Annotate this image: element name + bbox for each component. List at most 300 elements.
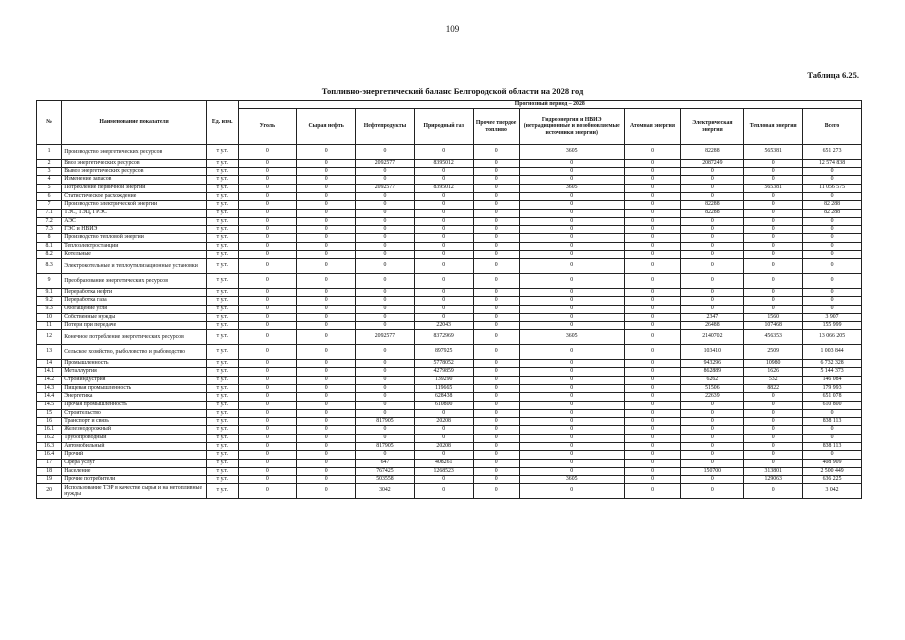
row-value: 0 bbox=[624, 288, 681, 296]
row-value: 0 bbox=[356, 274, 415, 289]
row-value: 0 bbox=[238, 401, 297, 409]
row-value: 0 bbox=[681, 259, 744, 274]
row-name: Трубопроводный bbox=[62, 434, 207, 442]
row-value: 0 bbox=[624, 368, 681, 376]
row-value: 0 bbox=[473, 459, 519, 467]
row-value: 0 bbox=[473, 418, 519, 426]
row-value: 817905 bbox=[356, 418, 415, 426]
row-value: 0 bbox=[519, 234, 624, 242]
row-value: 0 bbox=[473, 168, 519, 176]
row-unit: т у.т. bbox=[207, 368, 238, 376]
row-value: 20208 bbox=[414, 443, 473, 451]
row-value: 0 bbox=[356, 168, 415, 176]
row-value: 0 bbox=[624, 176, 681, 184]
table-row bbox=[37, 209, 862, 217]
row-value: 0 bbox=[519, 443, 624, 451]
row-name: Обогащение угля bbox=[62, 305, 207, 313]
row-value: 155 999 bbox=[803, 322, 862, 330]
row-value: 0 bbox=[681, 184, 744, 192]
row-value: 0 bbox=[473, 209, 519, 217]
row-value: 0 bbox=[238, 305, 297, 313]
row-value: 0 bbox=[414, 209, 473, 217]
row-value: 0 bbox=[519, 192, 624, 200]
row-number: 14.5 bbox=[37, 401, 62, 409]
row-value: 139290 bbox=[414, 376, 473, 384]
row-value: 0 bbox=[297, 297, 356, 305]
row-name: Потери при передаче bbox=[62, 322, 207, 330]
row-value: 13 066 205 bbox=[803, 330, 862, 345]
row-value: 0 bbox=[297, 330, 356, 345]
row-value: 1560 bbox=[744, 313, 803, 321]
row-value: 0 bbox=[624, 393, 681, 401]
row-value: 0 bbox=[297, 434, 356, 442]
row-value: 0 bbox=[473, 145, 519, 160]
row-value: 0 bbox=[356, 242, 415, 250]
row-number: 3 bbox=[37, 168, 62, 176]
row-number: 8.3 bbox=[37, 259, 62, 274]
row-unit: т у.т. bbox=[207, 418, 238, 426]
table-row bbox=[37, 305, 862, 313]
row-value: 0 bbox=[238, 297, 297, 305]
row-value: 0 bbox=[297, 234, 356, 242]
row-value: 0 bbox=[473, 305, 519, 313]
row-value: 0 bbox=[356, 451, 415, 459]
row-value: 0 bbox=[681, 401, 744, 409]
row-unit: т у.т. bbox=[207, 184, 238, 192]
row-value: 0 bbox=[681, 409, 744, 417]
table-row bbox=[37, 376, 862, 384]
row-unit: т у.т. bbox=[207, 192, 238, 200]
row-value: 0 bbox=[744, 209, 803, 217]
row-name: Использование ТЭР в качестве сырья и на нетопливные нужды bbox=[62, 484, 207, 499]
row-value: 0 bbox=[297, 313, 356, 321]
table-row bbox=[37, 467, 862, 475]
row-value: 0 bbox=[297, 476, 356, 484]
row-value: 0 bbox=[473, 274, 519, 289]
table-row bbox=[37, 476, 862, 484]
row-value: 0 bbox=[624, 159, 681, 167]
row-value: 0 bbox=[519, 426, 624, 434]
row-unit: т у.т. bbox=[207, 443, 238, 451]
row-value: 0 bbox=[297, 226, 356, 234]
table-row bbox=[37, 145, 862, 160]
row-unit: т у.т. bbox=[207, 409, 238, 417]
header-petroleum-products: Нефтепродукты bbox=[356, 109, 415, 145]
row-value: 0 bbox=[238, 288, 297, 296]
row-value: 0 bbox=[681, 451, 744, 459]
row-name: Сельское хозяйство, рыболовство и рыбоводство bbox=[62, 345, 207, 360]
row-value: 0 bbox=[473, 443, 519, 451]
table-row bbox=[37, 176, 862, 184]
row-number: 15 bbox=[37, 409, 62, 417]
row-value: 2092577 bbox=[356, 184, 415, 192]
row-value: 0 bbox=[624, 384, 681, 392]
row-number: 8.1 bbox=[37, 242, 62, 250]
row-value: 2092577 bbox=[356, 159, 415, 167]
row-value: 0 bbox=[238, 426, 297, 434]
row-unit: т у.т. bbox=[207, 384, 238, 392]
row-value: 0 bbox=[803, 274, 862, 289]
table-row bbox=[37, 360, 862, 368]
row-value: 0 bbox=[803, 226, 862, 234]
row-value: 0 bbox=[473, 345, 519, 360]
row-number: 14.3 bbox=[37, 384, 62, 392]
row-value: 8822 bbox=[744, 384, 803, 392]
row-value: 0 bbox=[414, 434, 473, 442]
row-unit: т у.т. bbox=[207, 201, 238, 209]
row-value: 0 bbox=[519, 226, 624, 234]
row-value: 0 bbox=[473, 322, 519, 330]
row-number: 14.2 bbox=[37, 376, 62, 384]
row-value: 0 bbox=[238, 409, 297, 417]
table-row bbox=[37, 288, 862, 296]
row-unit: т у.т. bbox=[207, 330, 238, 345]
row-value: 0 bbox=[624, 484, 681, 499]
row-value: 0 bbox=[681, 426, 744, 434]
row-value: 0 bbox=[803, 305, 862, 313]
row-value: 0 bbox=[519, 242, 624, 250]
row-name: Строительство bbox=[62, 409, 207, 417]
row-value: 0 bbox=[519, 209, 624, 217]
row-number: 5 bbox=[37, 184, 62, 192]
row-value: 0 bbox=[356, 305, 415, 313]
row-value: 0 bbox=[681, 288, 744, 296]
row-number: 1 bbox=[37, 145, 62, 160]
row-value: 0 bbox=[238, 201, 297, 209]
row-value: 0 bbox=[356, 192, 415, 200]
row-value: 0 bbox=[681, 459, 744, 467]
row-value: 0 bbox=[473, 368, 519, 376]
row-value: 0 bbox=[519, 484, 624, 499]
row-value: 0 bbox=[519, 345, 624, 360]
row-value: 0 bbox=[519, 176, 624, 184]
row-number: 9.3 bbox=[37, 305, 62, 313]
table-row bbox=[37, 484, 862, 499]
row-value: 0 bbox=[803, 217, 862, 225]
row-value: 0 bbox=[681, 305, 744, 313]
row-value: 2347 bbox=[681, 313, 744, 321]
row-value: 2092577 bbox=[356, 330, 415, 345]
row-value: 11 056 575 bbox=[803, 184, 862, 192]
table-row bbox=[37, 217, 862, 225]
row-name: Переработка газа bbox=[62, 297, 207, 305]
row-value: 0 bbox=[744, 159, 803, 167]
row-value: 0 bbox=[356, 288, 415, 296]
row-value: 0 bbox=[624, 226, 681, 234]
row-name: Автомобильный bbox=[62, 443, 207, 451]
row-value: 0 bbox=[744, 274, 803, 289]
row-name: Производство энергетических ресурсов bbox=[62, 145, 207, 160]
header-nuclear: Атомная энергия bbox=[624, 109, 681, 145]
page-number: 109 bbox=[445, 24, 460, 34]
row-value: 0 bbox=[356, 409, 415, 417]
row-value: 0 bbox=[356, 217, 415, 225]
row-value: 0 bbox=[473, 192, 519, 200]
row-number: 16.1 bbox=[37, 426, 62, 434]
row-number: 7.1 bbox=[37, 209, 62, 217]
row-value: 0 bbox=[519, 168, 624, 176]
row-value: 767425 bbox=[356, 467, 415, 475]
row-value: 0 bbox=[473, 176, 519, 184]
row-value: 0 bbox=[238, 384, 297, 392]
row-value: 0 bbox=[519, 434, 624, 442]
table-row bbox=[37, 226, 862, 234]
row-value: 82 288 bbox=[803, 209, 862, 217]
row-name: Потребление первичной энергии bbox=[62, 184, 207, 192]
row-value: 0 bbox=[238, 434, 297, 442]
row-value: 0 bbox=[681, 251, 744, 259]
row-number: 11 bbox=[37, 322, 62, 330]
row-name: ТЭС, ТЭЦ, ГРЭС bbox=[62, 209, 207, 217]
row-value: 0 bbox=[297, 168, 356, 176]
row-value: 0 bbox=[356, 201, 415, 209]
row-value: 817905 bbox=[356, 443, 415, 451]
row-number: 10 bbox=[37, 313, 62, 321]
row-value: 0 bbox=[519, 368, 624, 376]
row-value: 565381 bbox=[744, 184, 803, 192]
row-value: 0 bbox=[624, 330, 681, 345]
row-value: 12 574 838 bbox=[803, 159, 862, 167]
row-value: 0 bbox=[624, 459, 681, 467]
row-value: 3042 bbox=[356, 484, 415, 499]
row-name: Прочие потребители bbox=[62, 476, 207, 484]
row-value: 0 bbox=[473, 251, 519, 259]
row-value: 0 bbox=[297, 145, 356, 160]
row-value: 0 bbox=[681, 484, 744, 499]
row-value: 0 bbox=[519, 409, 624, 417]
row-value: 4279859 bbox=[414, 368, 473, 376]
table-label: Таблица 6.25. bbox=[807, 70, 859, 80]
row-value: 0 bbox=[414, 176, 473, 184]
row-value: 5778052 bbox=[414, 360, 473, 368]
row-value: 0 bbox=[624, 259, 681, 274]
row-value: 0 bbox=[624, 251, 681, 259]
row-value: 0 bbox=[356, 297, 415, 305]
row-value: 2140702 bbox=[681, 330, 744, 345]
row-value: 0 bbox=[473, 401, 519, 409]
row-value: 0 bbox=[803, 176, 862, 184]
row-value: 0 bbox=[414, 168, 473, 176]
row-value: 0 bbox=[624, 242, 681, 250]
row-value: 0 bbox=[681, 234, 744, 242]
row-number: 13 bbox=[37, 345, 62, 360]
row-value: 0 bbox=[297, 217, 356, 225]
row-value: 0 bbox=[297, 201, 356, 209]
row-value: 179 993 bbox=[803, 384, 862, 392]
row-unit: т у.т. bbox=[207, 217, 238, 225]
row-value: 0 bbox=[681, 192, 744, 200]
row-value: 2 500 449 bbox=[803, 467, 862, 475]
row-number: 16.3 bbox=[37, 443, 62, 451]
row-number: 17 bbox=[37, 459, 62, 467]
row-value: 0 bbox=[356, 360, 415, 368]
row-value: 0 bbox=[744, 176, 803, 184]
row-value: 0 bbox=[297, 251, 356, 259]
row-name: Пищевая промышленность bbox=[62, 384, 207, 392]
row-value: 8395012 bbox=[414, 159, 473, 167]
row-value: 0 bbox=[803, 168, 862, 176]
row-name: Котельные bbox=[62, 251, 207, 259]
row-value: 0 bbox=[414, 201, 473, 209]
row-value: 0 bbox=[473, 159, 519, 167]
row-value: 10980 bbox=[744, 360, 803, 368]
row-value: 0 bbox=[356, 209, 415, 217]
row-value: 0 bbox=[356, 384, 415, 392]
row-value: 0 bbox=[803, 409, 862, 417]
table-row bbox=[37, 184, 862, 192]
row-name: Ввоз энергетических ресурсов bbox=[62, 159, 207, 167]
row-value: 0 bbox=[803, 242, 862, 250]
row-value: 0 bbox=[414, 484, 473, 499]
table-row bbox=[37, 434, 862, 442]
table-row bbox=[37, 401, 862, 409]
row-value: 456353 bbox=[744, 330, 803, 345]
row-value: 0 bbox=[624, 145, 681, 160]
row-value: 6262 bbox=[681, 376, 744, 384]
row-unit: т у.т. bbox=[207, 259, 238, 274]
row-value: 0 bbox=[297, 159, 356, 167]
row-value: 0 bbox=[356, 251, 415, 259]
row-number: 14.1 bbox=[37, 368, 62, 376]
row-value: 0 bbox=[624, 209, 681, 217]
row-value: 0 bbox=[624, 201, 681, 209]
row-number: 4 bbox=[37, 176, 62, 184]
row-number: 16 bbox=[37, 418, 62, 426]
table-row bbox=[37, 418, 862, 426]
row-value: 0 bbox=[744, 426, 803, 434]
row-value: 2509 bbox=[744, 345, 803, 360]
row-unit: т у.т. bbox=[207, 242, 238, 250]
row-value: 0 bbox=[238, 313, 297, 321]
row-value: 0 bbox=[238, 176, 297, 184]
row-value: 0 bbox=[681, 476, 744, 484]
row-value: 0 bbox=[624, 313, 681, 321]
row-value: 0 bbox=[238, 209, 297, 217]
row-value: 0 bbox=[744, 418, 803, 426]
table-row bbox=[37, 168, 862, 176]
row-value: 0 bbox=[414, 305, 473, 313]
row-value: 0 bbox=[681, 434, 744, 442]
row-value: 0 bbox=[238, 484, 297, 499]
row-name: Энергетика bbox=[62, 393, 207, 401]
row-value: 0 bbox=[624, 168, 681, 176]
row-value: 0 bbox=[744, 401, 803, 409]
row-unit: т у.т. bbox=[207, 459, 238, 467]
row-value: 0 bbox=[519, 401, 624, 409]
row-value: 0 bbox=[414, 288, 473, 296]
row-value: 0 bbox=[356, 259, 415, 274]
row-value: 0 bbox=[744, 242, 803, 250]
row-number: 16.4 bbox=[37, 451, 62, 459]
row-value: 0 bbox=[519, 418, 624, 426]
row-value: 0 bbox=[297, 259, 356, 274]
row-name: Собственные нужды bbox=[62, 313, 207, 321]
row-name: Изменение запасов bbox=[62, 176, 207, 184]
row-value: 0 bbox=[519, 297, 624, 305]
row-value: 897925 bbox=[414, 345, 473, 360]
row-value: 0 bbox=[624, 234, 681, 242]
row-value: 0 bbox=[414, 274, 473, 289]
row-number: 8.2 bbox=[37, 251, 62, 259]
row-value: 0 bbox=[297, 288, 356, 296]
row-value: 0 bbox=[744, 409, 803, 417]
row-value: 0 bbox=[744, 259, 803, 274]
row-value: 838 113 bbox=[803, 443, 862, 451]
row-value: 0 bbox=[803, 434, 862, 442]
table-row bbox=[37, 313, 862, 321]
row-unit: т у.т. bbox=[207, 305, 238, 313]
row-value: 0 bbox=[238, 184, 297, 192]
row-value: 0 bbox=[624, 297, 681, 305]
row-unit: т у.т. bbox=[207, 451, 238, 459]
row-value: 0 bbox=[238, 274, 297, 289]
row-value: 0 bbox=[624, 467, 681, 475]
row-value: 0 bbox=[297, 305, 356, 313]
row-value: 0 bbox=[238, 451, 297, 459]
row-value: 313801 bbox=[744, 467, 803, 475]
row-value: 0 bbox=[238, 330, 297, 345]
row-value: 0 bbox=[473, 184, 519, 192]
row-value: 0 bbox=[519, 259, 624, 274]
row-value: 0 bbox=[356, 376, 415, 384]
row-value: 0 bbox=[624, 345, 681, 360]
row-value: 0 bbox=[681, 168, 744, 176]
row-name: Электрокотельные и теплоутилизационные установки bbox=[62, 259, 207, 274]
row-value: 0 bbox=[297, 426, 356, 434]
row-value: 0 bbox=[744, 217, 803, 225]
table-row bbox=[37, 384, 862, 392]
row-value: 0 bbox=[519, 288, 624, 296]
header-natural-gas: Природный газ bbox=[414, 109, 473, 145]
row-value: 651 273 bbox=[803, 145, 862, 160]
row-unit: т у.т. bbox=[207, 376, 238, 384]
row-value: 0 bbox=[297, 209, 356, 217]
row-value: 0 bbox=[297, 376, 356, 384]
row-value: 0 bbox=[356, 313, 415, 321]
table-row bbox=[37, 451, 862, 459]
row-value: 0 bbox=[681, 226, 744, 234]
row-value: 0 bbox=[519, 393, 624, 401]
row-number: 9.1 bbox=[37, 288, 62, 296]
header-thermal-energy: Тепловая энергия bbox=[744, 109, 803, 145]
row-value: 0 bbox=[681, 274, 744, 289]
row-value: 0 bbox=[519, 305, 624, 313]
row-value: 0 bbox=[414, 409, 473, 417]
row-value: 532 bbox=[744, 376, 803, 384]
header-total: Всего bbox=[803, 109, 862, 145]
row-value: 0 bbox=[356, 401, 415, 409]
row-value: 0 bbox=[473, 330, 519, 345]
row-value: 0 bbox=[744, 451, 803, 459]
row-number: 20 bbox=[37, 484, 62, 499]
row-value: 0 bbox=[624, 274, 681, 289]
row-value: 0 bbox=[624, 192, 681, 200]
row-value: 0 bbox=[519, 376, 624, 384]
row-number: 7.2 bbox=[37, 217, 62, 225]
row-unit: т у.т. bbox=[207, 322, 238, 330]
row-value: 0 bbox=[519, 159, 624, 167]
row-value: 0 bbox=[297, 451, 356, 459]
row-unit: т у.т. bbox=[207, 234, 238, 242]
row-unit: т у.т. bbox=[207, 159, 238, 167]
row-value: 0 bbox=[238, 159, 297, 167]
table-row bbox=[37, 345, 862, 360]
row-value: 0 bbox=[744, 168, 803, 176]
row-value: 0 bbox=[297, 401, 356, 409]
row-value: 0 bbox=[238, 322, 297, 330]
row-value: 0 bbox=[624, 184, 681, 192]
row-value: 0 bbox=[519, 322, 624, 330]
